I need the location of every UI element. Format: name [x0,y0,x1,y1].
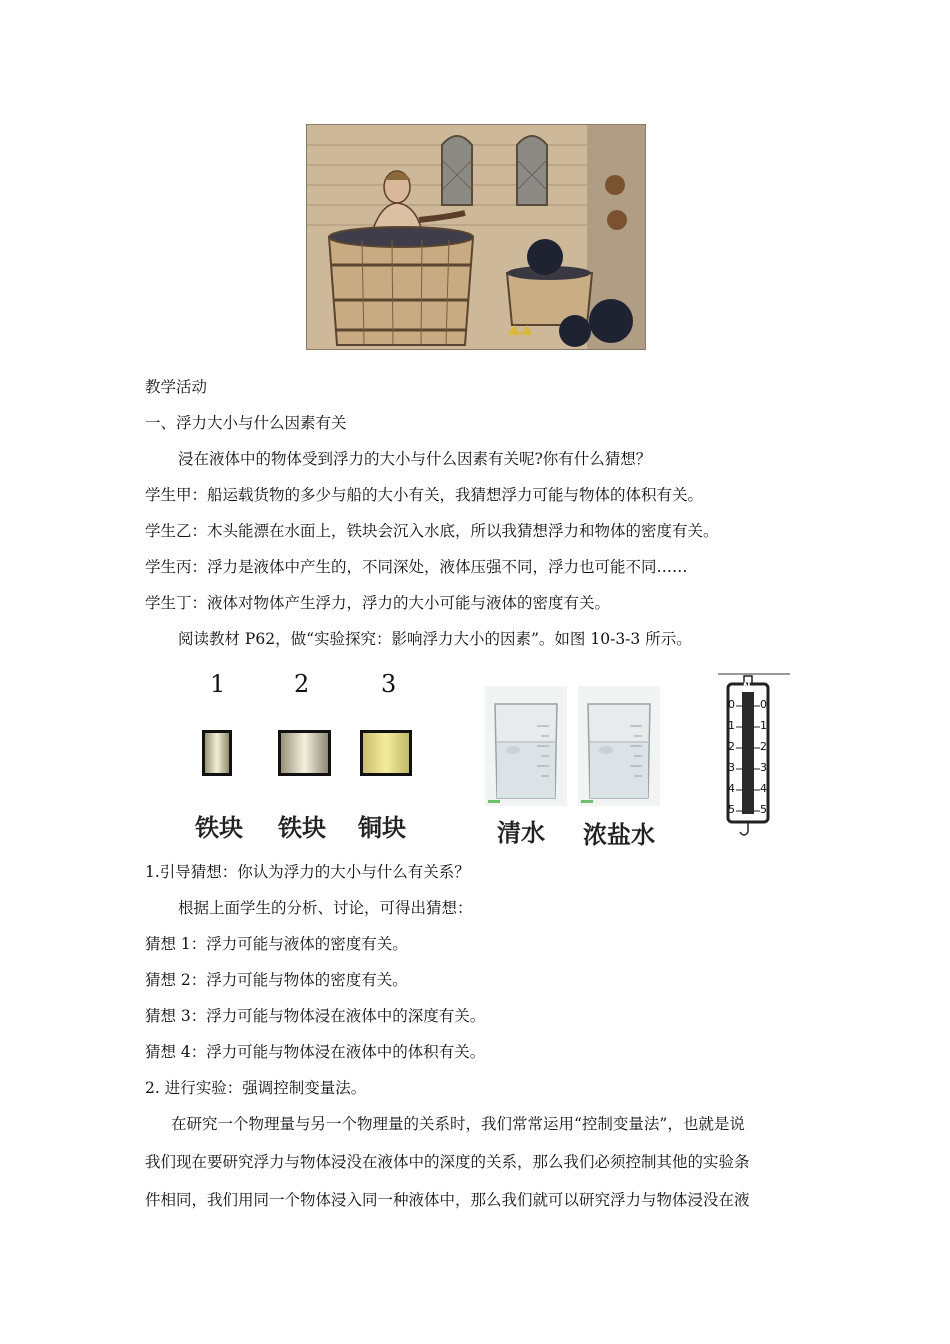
block-number: 3 [381,670,397,698]
scale-tick-label: 1 [728,719,735,732]
guess-item: 猜想 1：浮力可能与液体的密度有关。 [145,935,408,953]
scale-unit: N [743,682,751,692]
student-statement: 学生乙：木头能漂在水面上，铁块会沉入水底，所以我猜想浮力和物体的密度有关。 [145,522,719,540]
archimedes-bath-illustration [306,124,646,350]
scale-tick-label: 2 [728,740,735,753]
reading-instruction: 阅读教材 P62，做“实验探究：影响浮力大小的因素”。如图 10-3-3 所示。 [178,630,692,648]
paragraph-line: 在研究一个物理量与另一个物理量的关系时，我们常常运用“控制变量法”，也就是说 [171,1115,745,1133]
guess-item: 猜想 2：浮力可能与物体的密度有关。 [145,971,408,989]
guess-item: 猜想 4：浮力可能与物体浸在液体中的体积有关。 [145,1043,486,1061]
scale-tick-label: 1 [760,719,767,732]
beaker-brine [578,686,660,806]
step-guess-heading: 1.引导猜想：你认为浮力的大小与什么有关系？ [145,863,470,881]
scale-tick-label: 0 [760,698,767,711]
control-variable-paragraph [145,1105,810,1219]
scale-tick-label: 3 [728,761,735,774]
scale-tick-label: 4 [760,782,767,795]
scale-tick-label: 3 [760,761,767,774]
iron-block-small [202,730,232,776]
liquid-label: 清水 [497,819,545,847]
beaker-water [485,686,567,806]
question-text: 浸在液体中的物体受到浮力的大小与什么因素有关呢?你有什么猜想？ [178,450,652,468]
section-title: 教学活动 [145,378,208,396]
copper-block [360,730,412,776]
scale-tick-label: 5 [728,803,735,816]
student-statement: 学生丙：浮力是液体中产生的，不同深处，液体压强不同，浮力也可能不同…… [145,558,688,576]
student-statement: 学生丁：液体对物体产生浮力，浮力的大小可能与液体的密度有关。 [145,594,611,612]
step-experiment-heading: 2. 进行实验：强调控制变量法。 [145,1079,367,1097]
block-number: 1 [210,670,226,698]
student-statement: 学生甲：船运载货物的多少与船的大小有关，我猜想浮力可能与物体的体积有关。 [145,486,704,504]
block-label: 铁块 [278,814,326,842]
iron-block-large [278,730,331,776]
paragraph-line: 我们现在要研究浮力与物体浸没在液体中的深度的关系，那么我们必须控制其他的实验条 [145,1153,750,1171]
scale-tick-label: 2 [760,740,767,753]
block-number: 2 [294,670,310,698]
scale-tick-label: 0 [728,698,735,711]
guess-item: 猜想 3：浮力可能与物体浸在液体中的深度有关。 [145,1007,486,1025]
block-label: 铜块 [358,814,406,842]
scale-tick-label: 5 [760,803,767,816]
paragraph-line: 件相同，我们用同一个物体浸入同一种液体中，那么我们就可以研究浮力与物体浸没在液 [145,1191,750,1209]
heading-factors: 一、浮力大小与什么因素有关 [145,414,347,432]
liquid-label: 浓盐水 [583,821,655,849]
scale-tick-label: 4 [728,782,735,795]
experiment-figure [180,664,800,849]
step-guess-intro: 根据上面学生的分析、讨论，可得出猜想： [178,899,473,917]
spring-scale [714,672,794,844]
block-label: 铁块 [195,814,243,842]
